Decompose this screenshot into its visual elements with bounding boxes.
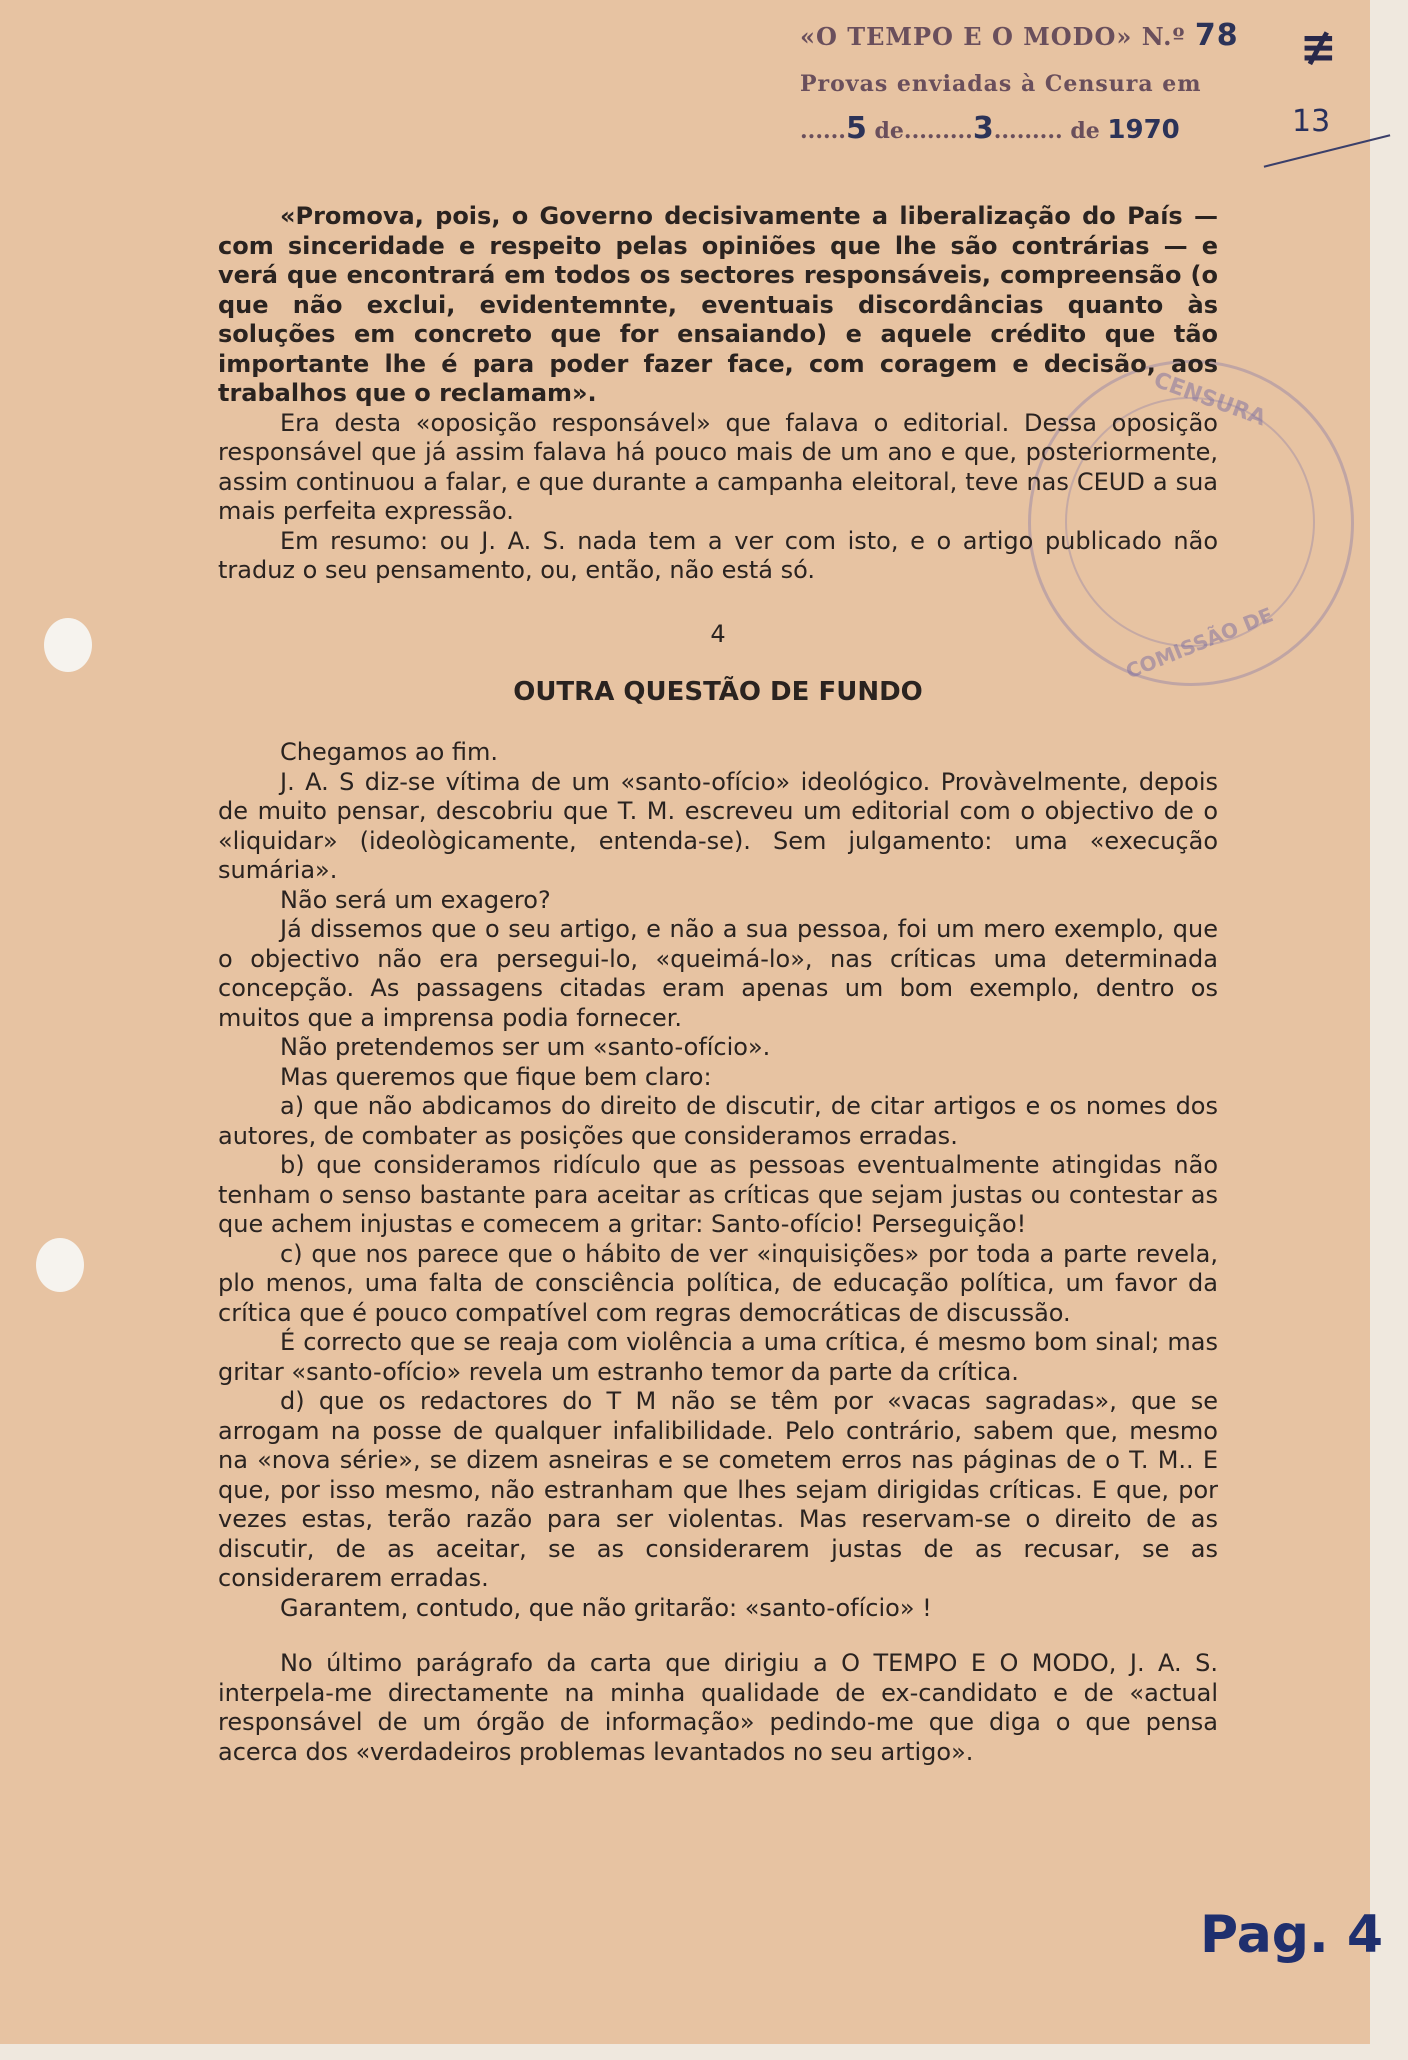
- body-paragraph: J. A. S diz-se vítima de um «santo-ofício» ideológico. Provàvelmente, depois de muito pensar, descobriu que T. M. escreveu um editorial com o objectivo de o «liquidar» (ideològicamente, entenda-se). Sem julgamento: uma «execução sumária».: [218, 767, 1218, 884]
- page-number-handwritten: Pag. 4: [1200, 1905, 1384, 1965]
- list-item-c: c) que nos parece que o hábito de ver «inquisições» por toda a parte revela, plo menos, uma falta de consciência política, de educação política, um favor da crítica que é pouco compatível com regras democráticas de discussão.: [218, 1239, 1218, 1327]
- punch-hole-bottom: [36, 1238, 84, 1292]
- section-body: [218, 738, 1218, 1767]
- date-sep-1: de: [874, 118, 904, 144]
- list-item-b: b) que consideramos ridículo que as pessoas eventualmente atingidas não tenham o senso bastante para aceitar as críticas que sejam justas ou contestar as que achem injustas e comecem a gritar: Santo-ofício! Perseguição!: [218, 1151, 1218, 1238]
- section-title: OUTRA QUESTÃO DE FUNDO: [513, 677, 923, 707]
- list-item-d: d) que os redactores do T M não se têm por «vacas sagradas», que se arrogam na posse de qualquer infalibilidade. Pelo contrário, sabem que, mesmo na «nova série», se dizem asneiras e se cometem erros nas páginas de o T. M.. E que, por isso mesmo, não estranham que lhes sejam dirigidas críticas. E que, por vezes estas, terão razão para ser violentas. Mas reservam-se o direito de as discutir, de as aceitar, se as considerarem justas de as recusar, se as considerarem erradas.: [218, 1387, 1218, 1592]
- stamp-title: «O TEMPO E O MODO» N.º: [800, 22, 1186, 51]
- body-paragraph: Já dissemos que o seu artigo, e não a sua pessoa, foi um mero exemplo, que o objectivo não era persegui-lo, «queimá-lo», nas críticas uma determinada concepção. As passagens citadas eram apenas um bom exemplo, dentro os muitos que a imprensa podia fornecer.: [218, 915, 1218, 1032]
- body-paragraph: Garantem, contudo, que não gritarão: «santo-ofício» !: [280, 1593, 932, 1622]
- issue-number-handwritten: 78: [1194, 18, 1239, 53]
- body-paragraph: É correcto que se reaja com violência a uma crítica, é mesmo bom sinal; mas gritar «santo-ofício» revela um estranho temor da parte da crítica.: [218, 1328, 1218, 1386]
- paragraph-editorial: Era desta «oposição responsável» que falava o editorial. Dessa oposição responsável que já assim falava há pouco mais de um ano e que, posteriormente, assim continuou a falar, e que durante a campanha eleitoral, teve nas CEUD a sua mais perfeita expressão.: [218, 408, 1218, 525]
- paragraph-summary: Em resumo: ou J. A. S. nada tem a ver com isto, e o artigo publicado não traduz o seu pensamento, ou, então, não está só.: [218, 526, 1218, 584]
- opening-quote-block: [218, 202, 1218, 586]
- body-paragraph: Chegamos ao fim.: [280, 738, 499, 766]
- stamp-bottom-text: COMISSÃO DE: [1122, 602, 1277, 684]
- date-month: 3: [972, 111, 994, 146]
- corner-page-number: 13: [1292, 104, 1331, 139]
- section-number: 4: [710, 620, 726, 648]
- list-item-a: a) que não abdicamos do direito de discutir, de citar artigos e os nomes dos autores, de combater as posições que consideramos erradas.: [218, 1092, 1218, 1150]
- body-paragraph: Não será um exagero?: [280, 885, 551, 914]
- closing-paragraph: No último parágrafo da carta que dirigiu a O TEMPO E O MODO, J. A. S. interpela-me directamente na minha qualidade de ex-candidato e de «actual responsável de um órgão de informação» pedindo-me que diga o que pensa acerca dos «verdadeiros problemas levantados no seu artigo».: [218, 1649, 1218, 1766]
- date-sep-2: de: [1070, 118, 1100, 144]
- body-paragraph: Não pretendemos ser um «santo-ofício».: [280, 1033, 771, 1061]
- page-bottom-edge: [0, 2044, 1408, 2060]
- date-year: 1970: [1107, 115, 1180, 145]
- page-right-edge: [1370, 0, 1408, 2060]
- stamp-top-text: CENSURA: [1150, 367, 1270, 432]
- punch-hole-top: [44, 618, 92, 672]
- quoted-paragraph: «Promova, pois, o Governo decisivamente a liberalização do País — com sinceridade e respeito pelas opiniões que lhe são contrárias — e verá que encontrará em todos os sectores responsáveis, compreensão (o que não exclui, evidentemnte, eventuais discordâncias quanto às soluções em concreto que for ensaiando) e aquele crédito que tão importante lhe é para poder fazer face, com coragem e decisão, aos trabalhos que o reclamam».: [218, 202, 1218, 407]
- stamp-date-line: ......5 de.........3......... de 1970: [800, 111, 1180, 146]
- scribble-mark: ≢: [1300, 22, 1337, 73]
- censorship-header-stamp: [800, 18, 1240, 146]
- date-day: 5: [845, 111, 867, 146]
- stamp-line-sent: Provas enviadas à Censura em: [800, 71, 1202, 97]
- body-paragraph: Mas queremos que fique bem claro:: [280, 1062, 712, 1091]
